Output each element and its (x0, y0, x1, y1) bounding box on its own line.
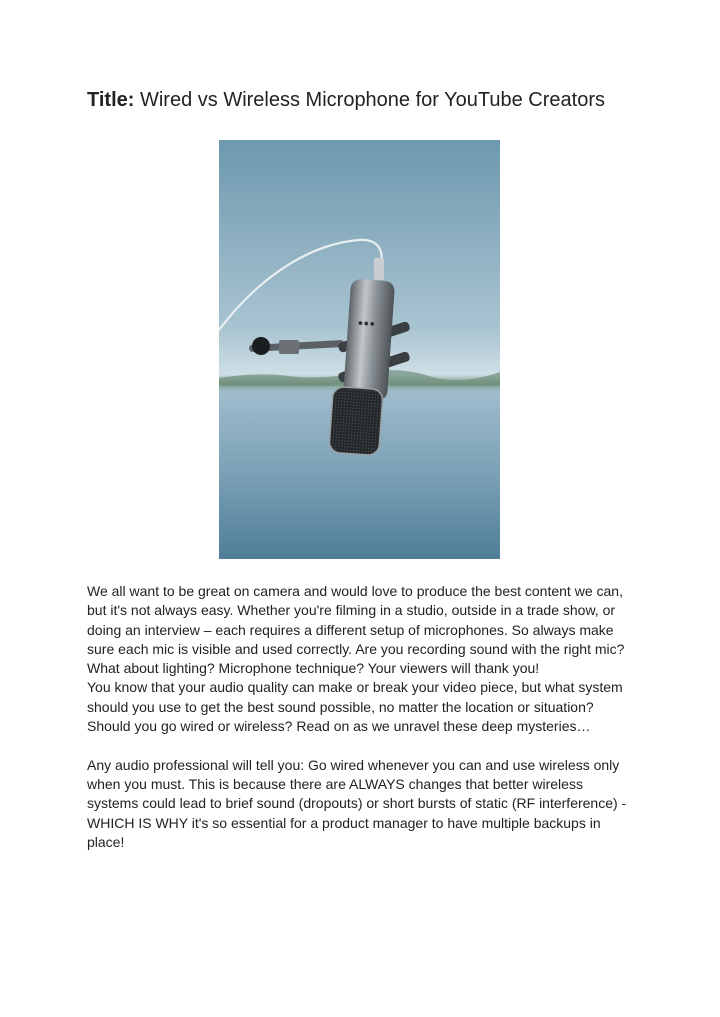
paragraph-3: Any audio professional will tell you: Go wired whenever you can and use wireless only when you must. This is because there are ALWAYS changes that better wireless systems could lead to brief sound (dropouts) or short bursts of static (RF interference) - WHICH IS WHY it's so essential for a product manager to have multiple backups in place! (87, 756, 627, 850)
article-body (87, 582, 627, 852)
title-text: Wired vs Wireless Microphone for YouTube Creators (139, 89, 605, 111)
paragraph-1: We all want to be great on camera and would love to produce the best content we can, but it's not always easy. Whether you're filming in a studio, outside in a trade show, or doing an interview – each requires a different setup of microphones. So always make sure each mic is visible and used correctly. Are you recording sound with the right mic? What about lighting? Microphone technique? Your viewers will thank you! (87, 583, 625, 677)
page-title (87, 86, 605, 114)
svg-text:● ● ●: ● ● ● (357, 320, 375, 328)
title-label: Title: (87, 89, 135, 111)
studio-microphone-photo (219, 140, 500, 559)
paragraph-2: You know that your audio quality can make or break your video piece, but what system should you use to get the best sound possible, no matter the location or situation? Should you go wired or wireless? Read on as we unravel these deep mysteries… (87, 679, 623, 735)
